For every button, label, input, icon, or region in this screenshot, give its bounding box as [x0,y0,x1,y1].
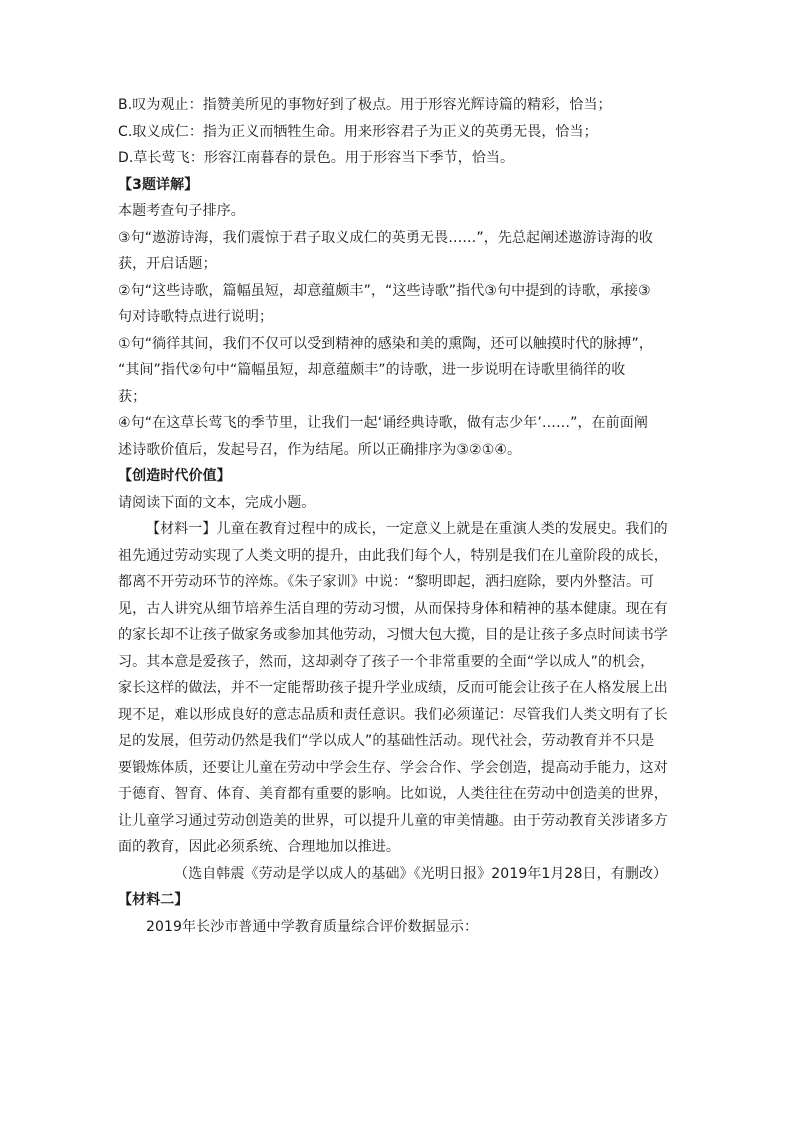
q3-heading: 【3题详解】 [118,176,199,193]
material-one-first-line: 【材料一】儿童在教育过程中的成长，一定意义上就是在重演人类的发展史。我们的 [146,521,668,537]
section-heading: 【创造时代价值】 [118,468,231,484]
source-citation: （选自韩震《劳动是学以成人的基础》《光明日报》2019年1月28日，有删改） [174,865,668,882]
text-line: ②句“这些诗歌，篇幅虽短，却意蕴颇丰”，“这些诗歌”指代③句中提到的诗歌，承接③ [118,282,651,299]
option-c-line: C.取义成仁：指为正义而牺牲生命。用来形容君子为正义的英勇无畏，恰当； [118,123,598,140]
material-one-line: 家长这样的做法，并不一定能帮助孩子提升学业成绩，反而可能会让孩子在人格发展上出 [118,680,668,696]
text-line: ④句“在这草长莺飞的季节里，让我们一起‘诵经典诗歌，做有志少年’……”，在前面阐 [118,415,648,431]
text-line: 本题考查句子排序。 [118,203,245,219]
material-one-line: 足的发展，但劳动仍然是我们“学以成人”的基础性活动。现代社会，劳动教育并不只是 [118,733,655,749]
material-one-line: 都离不开劳动环节的淬炼。《朱子家训》中说：“黎明即起，洒扫庭除，要内外整洁。可 [118,574,655,590]
text-line: 获，开启话题； [118,256,217,272]
text-line: 句对诗歌特点进行说明； [118,309,274,325]
option-d-line: D.草长莺飞：形容江南暮春的景色。用于形容当下季节，恰当。 [118,150,515,166]
material-one-line: 于德育、智育、体育、美育都有重要的影响。比如说，人类往往在劳动中创造美的世界， [118,786,668,802]
text-line: ③句“遨游诗海，我们震惊于君子取义成仁的英勇无畏……”，先总起阐述遨游诗海的收 [118,229,653,246]
material-one-line: 现不足，难以形成良好的意志品质和责任意识。我们必须谨记：尽管我们人类文明有了长 [118,706,668,723]
option-b-line: B.叹为观止：指赞美所见的事物好到了极点。用于形容光辉诗篇的精彩，恰当； [118,97,612,113]
material-one-line: 习。其本意是爱孩子，然而，这却剥夺了孩子一个非常重要的全面“学以成人”的机会， [118,653,655,670]
instruction-line: 请阅读下面的文本，完成小题。 [118,494,316,511]
text-line: 述诗歌价值后，发起号召，作为结尾。所以正确排序为③②①④。 [118,441,522,458]
material-two-heading: 【材料二】 [118,892,189,908]
document-page [118,92,678,940]
material-two-intro: 2019年长沙市普通中学教育质量综合评价数据显示： [146,918,479,935]
material-one-line: 面的教育，因此必须系统、合理地加以推进。 [118,839,400,855]
material-one-line: 要锻炼体质，还要让儿童在劳动中学会生存、学会合作、学会创造，提高动手能力，这对 [118,759,668,776]
text-line: “其间”指代②句中“篇幅虽短，却意蕴颇丰”的诗歌，进一步说明在诗歌里徜徉的收 [118,362,626,378]
text-line: ①句“徜徉其间，我们不仅可以受到精神的感染和美的熏陶，还可以触摸时代的脉搏”， [118,335,653,352]
material-one-line: 让儿童学习通过劳动创造美的世界，可以提升儿童的审美情趣。由于劳动教育关涉诸多方 [118,812,668,829]
material-one-line: 的家长却不让孩子做家务或参加其他劳动，习惯大包大揽，目的是让孩子多点时间读书学 [118,627,668,643]
material-one-line: 祖先通过劳动实现了人类文明的提升，由此我们每个人，特别是我们在儿童阶段的成长， [118,547,668,564]
material-one-line: 见，古人讲究从细节培养生活自理的劳动习惯，从而保持身体和精神的基本健康。现在有 [118,600,668,617]
text-line: 获； [118,388,147,405]
